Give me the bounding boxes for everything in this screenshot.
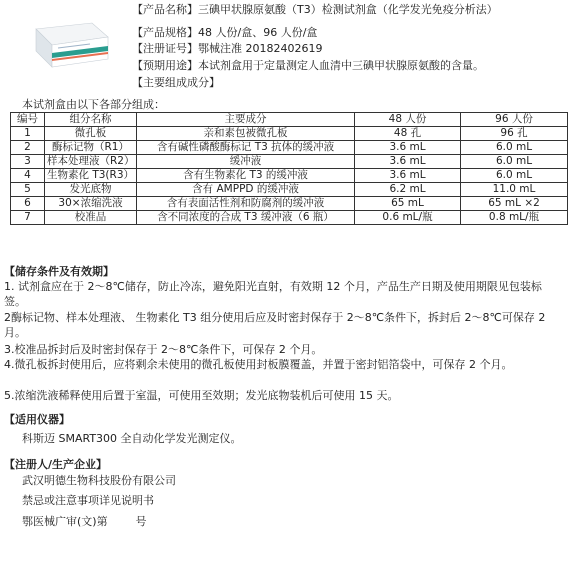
table-cell: 样本处理液（R2）	[45, 155, 137, 169]
table-cell: 3.6 mL	[355, 155, 461, 169]
table-cell: 3.6 mL	[355, 169, 461, 183]
registrant-heading: 【注册人/生产企业】	[4, 458, 108, 471]
table-header-row	[11, 113, 568, 127]
storage-item-1: 1. 试剂盒应在于 2～8℃储存，防止冷冻，避免阳光直射，有效期 12 个月，产品生产日期及使用期限见包装标签。	[4, 280, 542, 308]
table-cell: 65 mL	[355, 197, 461, 211]
table-row	[11, 141, 568, 155]
table-row	[11, 155, 568, 169]
table-cell: 亲和素包被微孔板	[137, 127, 355, 141]
table-row	[11, 211, 568, 225]
registrant-company: 武汉明德生物科技股份有限公司	[22, 474, 176, 487]
table-cell: 0.8 mL/瓶	[461, 211, 568, 225]
table-cell: 酶标记物（R1）	[45, 141, 137, 155]
table-cell: 7	[11, 211, 45, 225]
table-cell: 含不同浓度的合成 T3 缓冲液（6 瓶）	[137, 211, 355, 225]
table-cell: 6.0 mL	[461, 169, 568, 183]
product-box-image	[30, 15, 112, 70]
registration-label: 【注册证号】	[132, 42, 198, 55]
product-spec-line	[132, 25, 317, 40]
table-cell: 含有生物素化 T3 的缓冲液	[137, 169, 355, 183]
composition-table	[10, 112, 568, 225]
table-cell: 3	[11, 155, 45, 169]
storage-item-4: 4.微孔板拆封使用后，应将剩余未使用的微孔板使用封板膜覆盖，并置于密封铝箔袋中，可保存 2 个月。	[4, 358, 513, 371]
registration-line	[132, 41, 322, 56]
table-cell: 6	[11, 197, 45, 211]
table-cell: 6.0 mL	[461, 155, 568, 169]
table-cell: 65 mL ×2	[461, 197, 568, 211]
intended-use-label: 【预期用途】	[132, 59, 198, 72]
table-row	[11, 127, 568, 141]
col-header-no: 编号	[11, 113, 45, 127]
intended-use-value: 本试剂盒用于定量测定人血清中三碘甲状腺原氨酸的含量。	[198, 59, 484, 72]
table-row	[11, 197, 568, 211]
registration-value: 鄂械注准 20182402619	[198, 42, 323, 55]
table-cell: 48 孔	[355, 127, 461, 141]
storage-item-2: 2酶标记物、样本处理液、 生物素化 T3 组分使用后应及时密封保存于 2～8℃条件下，拆封后 2～8℃可保存 2 月。	[4, 311, 546, 339]
product-name-line	[132, 2, 498, 17]
table-cell: 缓冲液	[137, 155, 355, 169]
table-cell: 96 孔	[461, 127, 568, 141]
storage-item-3: 3.校准品拆封后及时密封保存于 2～8℃条件下，可保存 2 个月。	[4, 343, 323, 356]
table-row	[11, 169, 568, 183]
product-name-value: 三碘甲状腺原氨酸（T3）检测试剂盒（化学发光免疫分析法）	[198, 3, 498, 16]
product-spec-value: 48 人份/盒、96 人份/盒	[198, 26, 318, 39]
table-cell: 30×浓缩洗液	[45, 197, 137, 211]
table-cell: 1	[11, 127, 45, 141]
intended-use-line	[132, 58, 484, 73]
col-header-ingredient: 主要成分	[137, 113, 355, 127]
table-cell: 11.0 mL	[461, 183, 568, 197]
composition-label: 【主要组成成分】	[132, 76, 220, 89]
table-cell: 5	[11, 183, 45, 197]
instrument-text: 科斯迈 SMART300 全自动化学发光测定仪。	[22, 432, 242, 445]
table-cell: 4	[11, 169, 45, 183]
table-row	[11, 183, 568, 197]
table-cell: 2	[11, 141, 45, 155]
table-cell: 生物素化 T3(R3）	[45, 169, 137, 183]
composition-intro: 本试剂盒由以下各部分组成：	[22, 98, 165, 111]
table-cell: 0.6 mL/瓶	[355, 211, 461, 225]
ad-approval-number: 鄂医械广审(文)第 号	[22, 515, 147, 528]
instrument-heading: 【适用仪器】	[4, 413, 70, 426]
table-cell: 6.2 mL	[355, 183, 461, 197]
storage-heading: 【储存条件及有效期】	[4, 265, 114, 278]
table-cell: 校准品	[45, 211, 137, 225]
composition-heading	[132, 75, 220, 90]
table-cell: 微孔板	[45, 127, 137, 141]
table-cell: 含有碱性磷酸酶标记 T3 抗体的缓冲液	[137, 141, 355, 155]
table-cell: 含有表面活性剂和防腐剂的缓冲液	[137, 197, 355, 211]
table-cell: 发光底物	[45, 183, 137, 197]
col-header-96: 96 人份	[461, 113, 568, 127]
contraindication-note: 禁忌或注意事项详见说明书	[22, 494, 154, 507]
col-header-component: 组分名称	[45, 113, 137, 127]
table-cell: 6.0 mL	[461, 141, 568, 155]
product-spec-label: 【产品规格】	[132, 26, 198, 39]
table-cell: 含有 AMPPD 的缓冲液	[137, 183, 355, 197]
table-cell: 3.6 mL	[355, 141, 461, 155]
col-header-48: 48 人份	[355, 113, 461, 127]
storage-item-5: 5.浓缩洗液稀释使用后置于室温，可使用至效期；发光底物装机后可使用 15 天。	[4, 389, 399, 402]
product-name-label: 【产品名称】	[132, 3, 198, 16]
